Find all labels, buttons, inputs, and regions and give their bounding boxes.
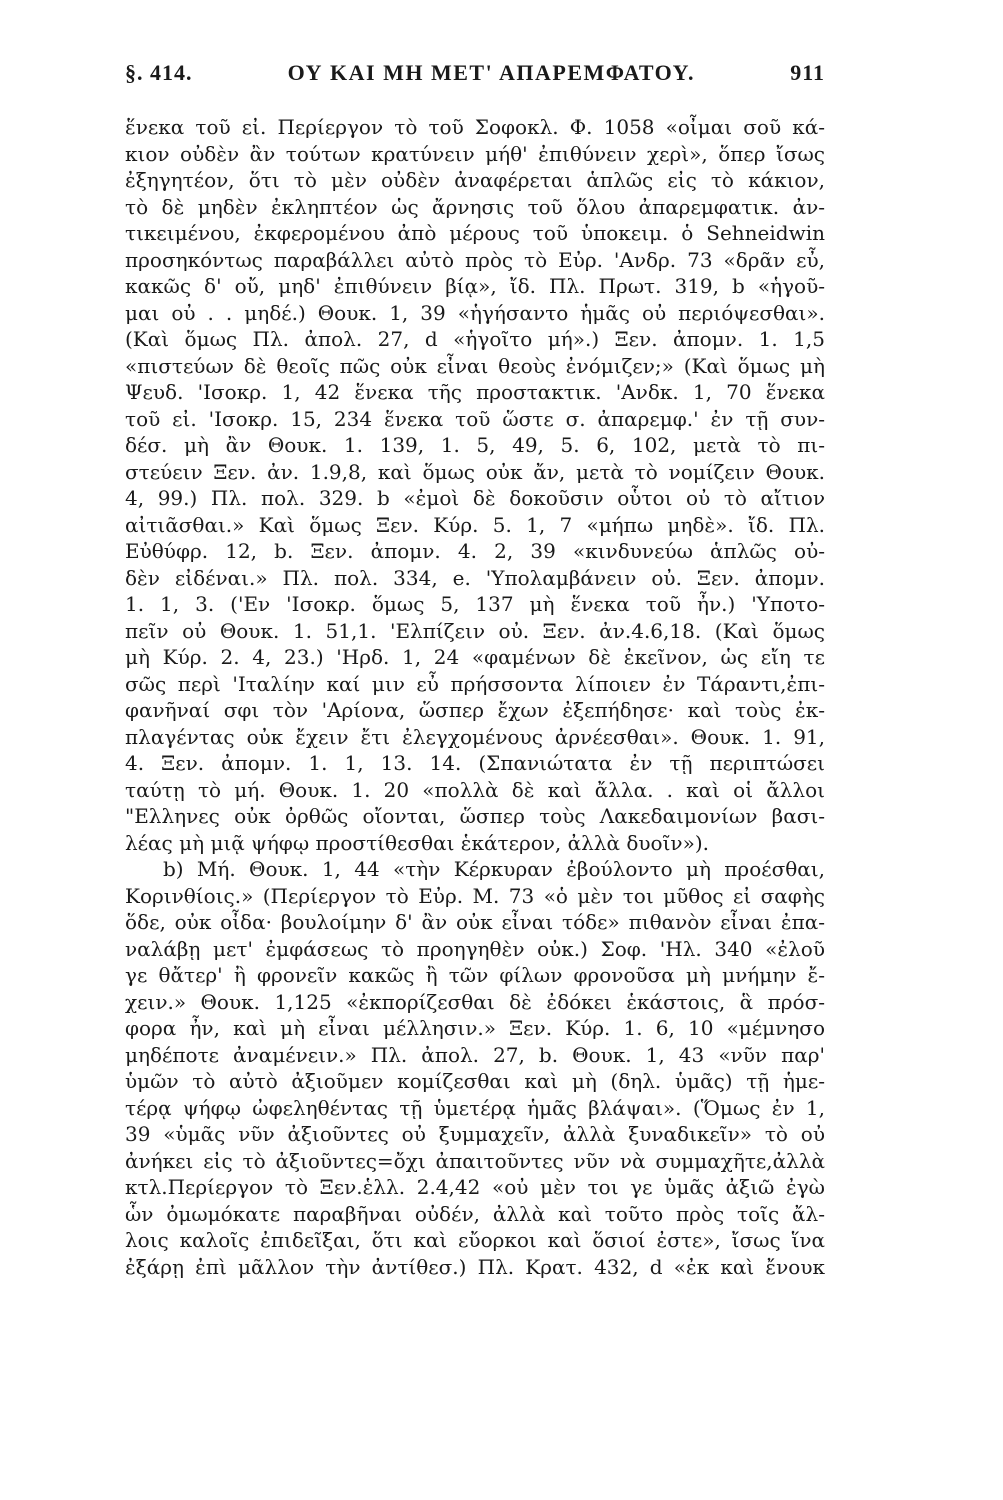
book-page xyxy=(125,60,825,1280)
text-line: φορα ἦν, καὶ μὴ εἶναι μέλλησιν.» Ξεν. Κύρ. 1. 6, 10 «μέμνησο xyxy=(125,1016,825,1040)
text-line: (Καὶ ὅμως Πλ. ἀπολ. 27, d «ἡγοῖτο μή».) Ξεν. ἀπομν. 1. 1,5 xyxy=(125,327,825,351)
text-line: γε θἄτερ' ἢ φρονεῖν κακῶς ἢ τῶν φίλων φρονοῦσα μὴ μνήμην ἔ- xyxy=(125,963,825,987)
page-number: 911 xyxy=(790,60,825,85)
text-line: χειν.» Θουκ. 1,125 «ἐκπορίζεσθαι δὲ ἐδόκει ἑκάστοις, ἃ πρόσ- xyxy=(125,989,825,1014)
text-line: μαι οὐ . . μηδέ.) Θουκ. 1, 39 «ἡγήσαντο ἡμᾶς οὐ περιόψεσθαι». xyxy=(125,300,825,325)
text-line: τέρᾳ ψήφῳ ὠφεληθέντας τῇ ὑμετέρᾳ ἡμᾶς βλάψαι». (Ὅμως ἐν 1, xyxy=(125,1095,825,1120)
text-line: μὴ Κύρ. 2. 4, 23.) 'Ηρδ. 1, 24 «φαμένων δὲ ἐκεῖνον, ὡς εἴη τε xyxy=(125,645,825,669)
text-line: δέσ. μὴ ἂν Θουκ. 1. 139, 1. 5, 49, 5. 6, 102, μετὰ τὸ πι- xyxy=(125,433,825,457)
text-line: λοις καλοῖς ἐπιδεῖξαι, ὅτι καὶ εὔορκοι καὶ ὅσιοί ἐστε», ἴσως ἵνα xyxy=(125,1228,825,1252)
text-line: σῶς περὶ 'Ιταλίην καί μιν εὖ πρήσσοντα λίποιεν ἐν Τάραντι,ἐπι- xyxy=(125,671,825,696)
running-header xyxy=(125,60,825,108)
text-line: λέας μὴ μιᾷ ψήφῳ προστίθεσθαι ἑκάτερον, ἀλλὰ δυοῖν»). xyxy=(125,830,709,855)
text-line: 39 «ὑμᾶς νῦν ἀξιοῦντες οὐ ξυμμαχεῖν, ἀλλὰ ξυναδικεῖν» τὸ οὐ xyxy=(125,1122,825,1146)
text-line: κτλ.Περίεργον τὸ Ξεν.ἑλλ. 2.4,42 «οὐ μὲν τοι γε ὑμᾶς ἀξιῶ ἐγὼ xyxy=(125,1175,825,1199)
text-line: δὲν εἰδέναι.» Πλ. πολ. 334, e. 'Υπολαμβάνειν οὐ. Ξεν. ἀπομν. xyxy=(125,565,825,590)
text-line: ὑμῶν τὸ αὐτὸ ἀξιοῦμεν κομίζεσθαι καὶ μὴ (δηλ. ὑμᾶς) τῇ ἡμε- xyxy=(125,1069,825,1093)
text-line: ναλάβῃ μετ' ἐμφάσεως τὸ προηγηθὲν οὐκ.) Σοφ. 'Ηλ. 340 «ἐλοῦ xyxy=(125,936,825,961)
text-line: 1. 1, 3. ('Εν 'Ισοκρ. ὅμως 5, 137 μὴ ἕνεκα τοῦ ἦν.) 'Υποτο- xyxy=(125,592,825,616)
text-line: "Ελληνες οὐκ ὀρθῶς οἴονται, ὥσπερ τοὺς Λακεδαιμονίων βασι- xyxy=(125,804,825,828)
text-line: ἀνήκει εἰς τὸ ἀξιοῦντες=ὄχι ἀπαιτοῦντες νῦν νὰ συμμαχῆτε,ἀλλὰ xyxy=(125,1148,825,1173)
text-line: ὧν ὀμωμόκατε παραβῆναι οὐδέν, ἀλλὰ καὶ τοῦτο πρὸς τοῖς ἄλ- xyxy=(125,1201,825,1226)
running-title: ΟΥ ΚΑΙ ΜΗ ΜΕΤ' ΑΠΑΡΕΜΦΑΤΟΥ. xyxy=(287,60,696,85)
body-text xyxy=(125,114,825,1280)
text-line: προσηκόντως παραβάλλει αὐτὸ πρὸς τὸ Εὐρ. 'Ανδρ. 73 «δρᾶν εὖ, xyxy=(125,247,825,272)
text-line: τοῦ εἰ. 'Ισοκρ. 15, 234 ἕνεκα τοῦ ὥστε σ. ἀπαρεμφ.' ἐν τῇ συν- xyxy=(125,406,825,431)
text-line: 4, 99.) Πλ. πολ. 329. b «ἐμοὶ δὲ δοκοῦσιν οὗτοι οὐ τὸ αἴτιον xyxy=(125,486,825,510)
text-line: b) Μή. Θουκ. 1, 44 «τὴν Κέρκυραν ἐβούλοντο μὴ προέσθαι, xyxy=(163,857,825,881)
section-number: §. 414. xyxy=(125,60,193,85)
text-line: στεύειν Ξεν. ἀν. 1.9,8, καὶ ὅμως οὐκ ἄν, μετὰ τὸ νομίζειν Θουκ. xyxy=(125,459,825,484)
text-line: «πιστεύων δὲ θεοῖς πῶς οὐκ εἶναι θεοὺς ἐνόμιζεν;» (Καὶ ὅμως μὴ xyxy=(125,353,825,378)
text-line: 4. Ξεν. ἀπομν. 1. 1, 13. 14. (Σπανιώτατα ἐν τῇ περιπτώσει xyxy=(125,751,825,775)
text-line: Ψευδ. 'Ισοκρ. 1, 42 ἕνεκα τῆς προστακτικ. 'Ανδκ. 1, 70 ἕνεκα xyxy=(125,380,825,404)
text-line: κακῶς δ' οὔ, μηδ' ἐπιθύνειν βίᾳ», ἴδ. Πλ. Πρωτ. 319, b «ἡγοῦ- xyxy=(125,274,825,298)
text-line: τὸ δὲ μηδὲν ἐκληπτέον ὡς ἄρνησις τοῦ ὅλου ἀπαρεμφατικ. ἀν- xyxy=(125,194,825,219)
text-line: κιον οὐδὲν ἂν τούτων κρατύνειν μήθ' ἐπιθύνειν χερὶ», ὅπερ ἴσως xyxy=(125,141,825,166)
text-line: ἐξηγητέον, ὅτι τὸ μὲν οὐδὲν ἀναφέρεται ἁπλῶς εἰς τὸ κάκιον, xyxy=(125,168,825,192)
text-line: πεῖν οὐ Θουκ. 1. 51,1. 'Ελπίζειν οὐ. Ξεν. ἀν.4.6,18. (Καὶ ὅμως xyxy=(125,618,825,643)
text-line: τικειμένου, ἐκφερομένου ἀπὸ μέρους τοῦ ὑποκειμ. ὁ Sehneidwin xyxy=(125,221,825,245)
text-line: ὅδε, οὐκ οἶδα· βουλοίμην δ' ἂν οὐκ εἶναι τόδε» πιθανὸν εἶναι ἐπα- xyxy=(125,910,825,934)
text-line: πλαγέντας οὐκ ἔχειν ἔτι ἐλεγχομένους ἀρνέεσθαι». Θουκ. 1. 91, xyxy=(125,724,825,749)
text-line: ἕνεκα τοῦ εἰ. Περίεργον τὸ τοῦ Σοφοκλ. Φ. 1058 «οἶμαι σοῦ κά- xyxy=(125,115,825,139)
text-line: αἰτιᾶσθαι.» Καὶ ὅμως Ξεν. Κύρ. 5. 1, 7 «μήπω μηδὲ». ἴδ. Πλ. xyxy=(125,512,825,537)
text-line: Κορινθίοις.» (Περίεργον τὸ Εὐρ. Μ. 73 «ὁ μὲν τοι μῦθος εἰ σαφὴς xyxy=(125,883,825,908)
text-line: ἐξάρῃ ἐπὶ μᾶλλον τὴν ἀντίθεσ.) Πλ. Κρατ. 432, d «ἐκ καὶ ἔνουκ xyxy=(125,1254,825,1279)
text-line: φανῆναί σφι τὸν 'Αρίονα, ὥσπερ ἔχων ἐξεπήδησε· καὶ τοὺς ἐκ- xyxy=(125,698,825,722)
text-line: Εὐθύφρ. 12, b. Ξεν. ἀπομν. 4. 2, 39 «κινδυνεύω ἁπλῶς οὐ- xyxy=(125,539,825,563)
text-line: ταύτῃ τὸ μή. Θουκ. 1. 20 «πολλὰ δὲ καὶ ἄλλα. . καὶ οἱ ἄλλοι xyxy=(125,777,825,802)
text-line: μηδέποτε ἀναμένειν.» Πλ. ἀπολ. 27, b. Θουκ. 1, 43 «νῦν παρ' xyxy=(125,1042,825,1067)
